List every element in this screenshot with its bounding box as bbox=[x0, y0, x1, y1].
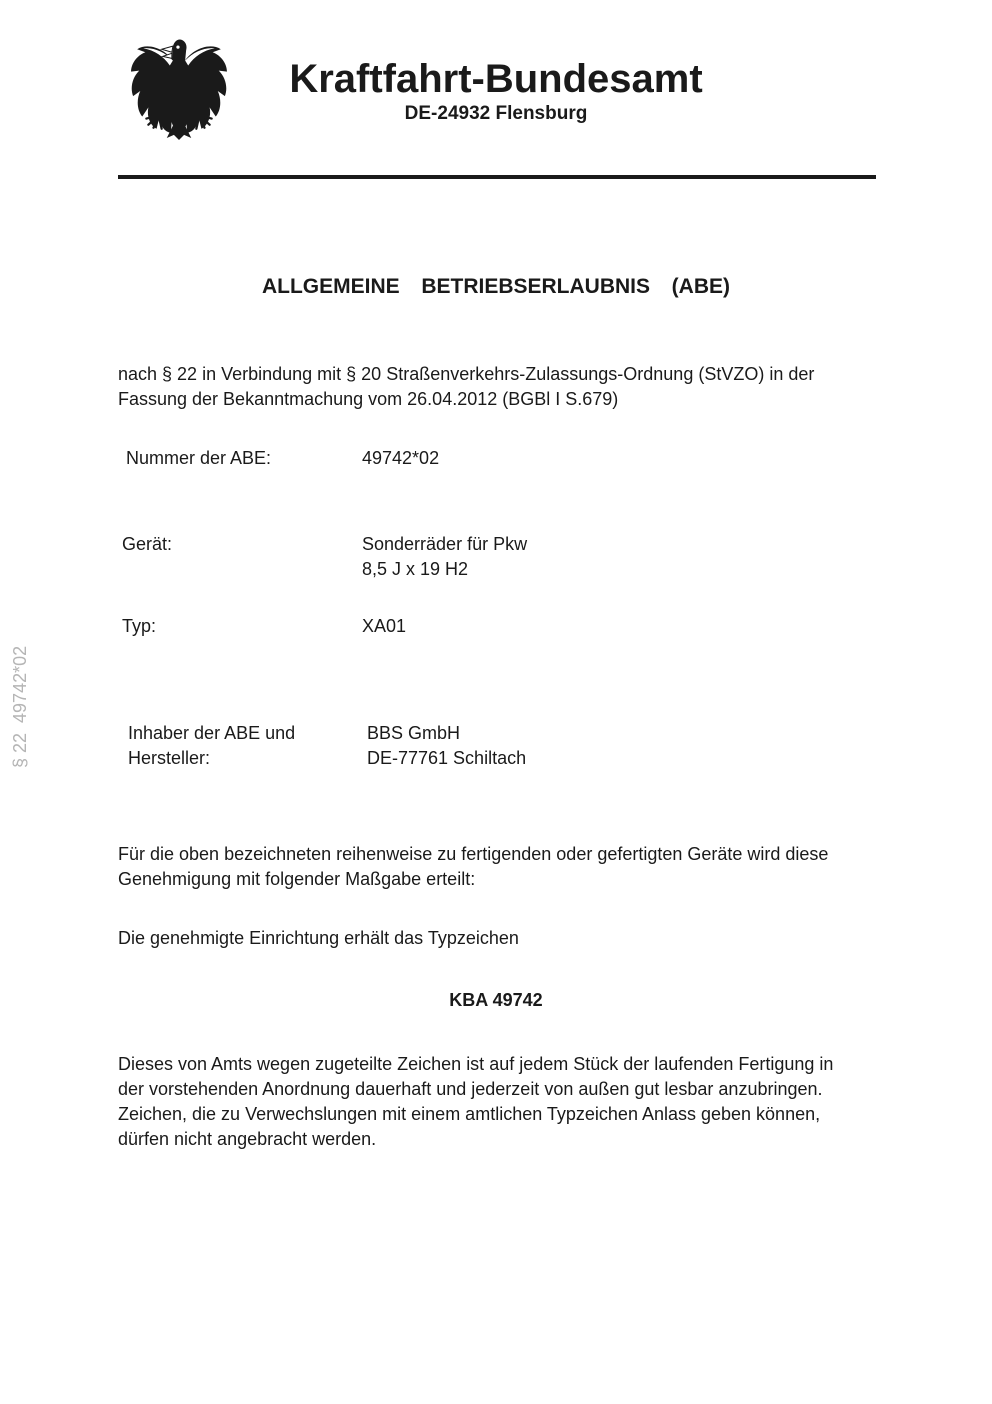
field-label-line: Hersteller: bbox=[128, 748, 211, 768]
field-label bbox=[128, 721, 295, 771]
margin-reference-note: § 22 49742*02 bbox=[10, 645, 30, 768]
marking-requirements-line: der vorstehenden Anordnung dauerhaft und jederzeit von außen gut lesbar anzubringen. bbox=[118, 1079, 823, 1099]
agency-name: Kraftfahrt-Bundesamt bbox=[289, 57, 703, 101]
field-value: XA01 bbox=[362, 616, 407, 636]
field-label: Nummer der ABE: bbox=[126, 448, 272, 468]
legal-basis-paragraph bbox=[118, 362, 814, 412]
field-value bbox=[362, 532, 527, 582]
field-label-line: Inhaber der ABE und bbox=[128, 723, 296, 743]
field-value bbox=[367, 721, 526, 771]
field-value-line: 8,5 J x 19 H2 bbox=[362, 559, 469, 579]
field-value-line: BBS GmbH bbox=[367, 723, 461, 743]
marking-requirements-line: Dieses von Amts wegen zugeteilte Zeichen ist auf jedem Stück der laufenden Fertigung in bbox=[118, 1054, 834, 1074]
legal-basis-line: nach § 22 in Verbindung mit § 20 Straßenverkehrs-Zulassungs-Ordnung (StVZO) in der bbox=[118, 364, 815, 384]
grant-clause-paragraph bbox=[118, 842, 828, 892]
field-type bbox=[122, 614, 862, 639]
marking-requirements-line: dürfen nicht angebracht werden. bbox=[118, 1129, 377, 1149]
marking-requirements-paragraph bbox=[118, 1052, 833, 1152]
header-divider-rule bbox=[118, 175, 876, 179]
marking-requirements-line: Zeichen, die zu Verwechslungen mit einem amtlichen Typzeichen Anlass geben können, bbox=[118, 1104, 821, 1124]
field-device bbox=[122, 532, 862, 579]
field-value: 49742*02 bbox=[362, 448, 440, 468]
grant-clause-line: Genehmigung mit folgender Maßgabe erteilt: bbox=[118, 869, 476, 889]
agency-address: DE-24932 Flensburg bbox=[404, 103, 588, 124]
legal-basis-line: Fassung der Bekanntmachung vom 26.04.2012 (BGBl I S.679) bbox=[118, 389, 619, 409]
field-value-line: Sonderräder für Pkw bbox=[362, 534, 528, 554]
field-abe-number bbox=[126, 446, 866, 471]
type-mark-code: KBA 49742 bbox=[449, 990, 543, 1010]
grant-clause-line: Für die oben bezeichneten reihenweise zu fertigenden oder gefertigten Geräte wird diese bbox=[118, 844, 829, 864]
field-value-line: DE-77761 Schiltach bbox=[367, 748, 527, 768]
field-label: Typ: bbox=[122, 616, 157, 636]
type-mark-intro: Die genehmigte Einrichtung erhält das Typzeichen bbox=[118, 928, 519, 948]
document-title: ALLGEMEINE BETRIEBSERLAUBNIS (ABE) bbox=[261, 275, 730, 298]
field-label: Gerät: bbox=[122, 534, 173, 554]
